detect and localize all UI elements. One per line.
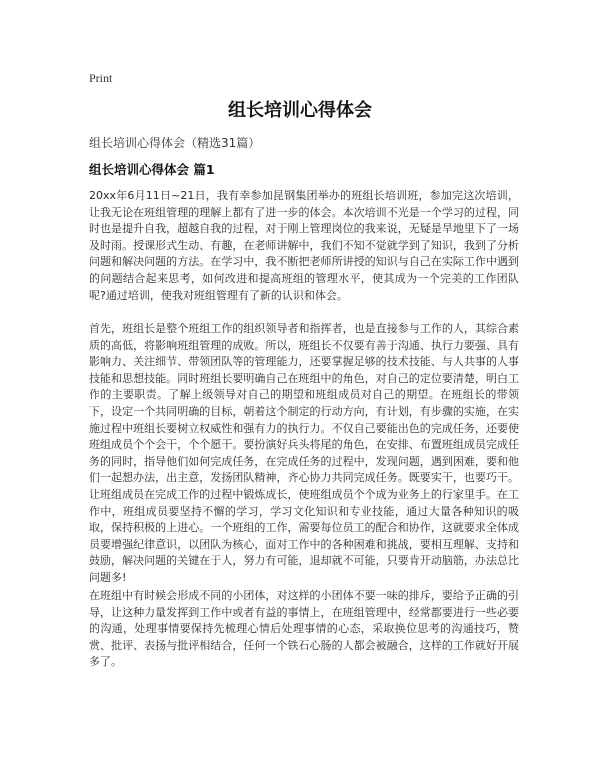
section-heading: 组长培训心得体会 篇1 — [89, 162, 215, 177]
subtitle: 组长培训心得体会（精选31篇） — [89, 136, 261, 150]
print-link[interactable]: Print — [89, 71, 113, 85]
paragraph-1: 20xx年6月11日~21日，我有幸参加昆钢集团举办的班组长培训班，参加完这次培训，让我无论在班组管理的理解上都有了进一步的体会。本次培训不光是一个学习的过程，同时也是提升自我，超越自我的过程，对于刚上管理岗位的我来说，无疑是旱地里下了一场及时雨。授课形式生动、有趣，在老师讲解中，我们不知不觉就学到了知识，我到了分析问题和解决问题的方法。在学习中，我不断把老师所讲授的知识与自己在实际工作中遇到的问题结合起来思考，如何改进和提高班组的管理水平，使其成为一个完美的工作团队呢?通过培训，使我对班组管理有了新的认识和体会。 — [89, 189, 519, 302]
page-title: 组长培训心得体会 — [228, 100, 372, 121]
paragraph-2: 首先，班组长是整个班组工作的组织领导者和指挥者，也是直接参与工作的人，其综合素质的高低，将影响班组管理的成败。所以，班组长不仅要有善于沟通、执行力要强、具有影响力、关注细节、带领团队等的管理能力，还要掌握足够的技术技能、与人共事的人事技能和思想技能。同时班组长要明确自己在班组中的角色，对自己的定位要清楚，明白工作的主要职责。了解上级领导对自己的期望和班组成员对自己的期望。在班组长的带领下，设定一个共同明确的目标，朝着这个制定的行动方向，有计划，有步骤的实施，在实施过程中班组长要树立权威性和强有力的执行力。不仅自己要能出色的完成任务，还要使班组成员个个会干，个个愿干。要扮演好兵头将尾的角色，在安排、布置班组成员完成任务的同时，指导他们如何完成任务，在完成任务的过程中，发现问题，遇到困难，要和他们一起想办法，出主意，发扬团队精神，齐心协力共同完成任务。既要实干，也要巧干。让班组成员在完成工作的过程中锻炼成长，使班组成员个个成为业务上的行家里手。在工作中，班组成员要坚持不懈的学习，学习文化知识和专业技能，通过大量各种知识的吸取，保持积极的上进心。一个班组的工作，需要每位员工的配合和协作，这就要求全体成员要增强纪律意识，以团队为核心，面对工作中的各种困难和挑战，要相互理解、支持和鼓励，解决问题的关键在于人，努力有可能，退却就不可能，只要肯开动脑筋，办法总比问题多! — [89, 322, 519, 584]
paragraph-3: 在班组中有时候会形成不同的小团体，对这样的小团体不要一味的排斥，要给予正确的引导，让这种力量发挥到工作中或者有益的事情上，在班组管理中，经常都要进行一些必要的沟通，处理事情要保持先梳理心情后处理事情的心态，采取换位思考的沟通技巧，赞赏、批评、表扬与批评相结合，任何一个铁石心肠的人都会被融合，这样的工作就好开展多了。 — [89, 589, 519, 669]
